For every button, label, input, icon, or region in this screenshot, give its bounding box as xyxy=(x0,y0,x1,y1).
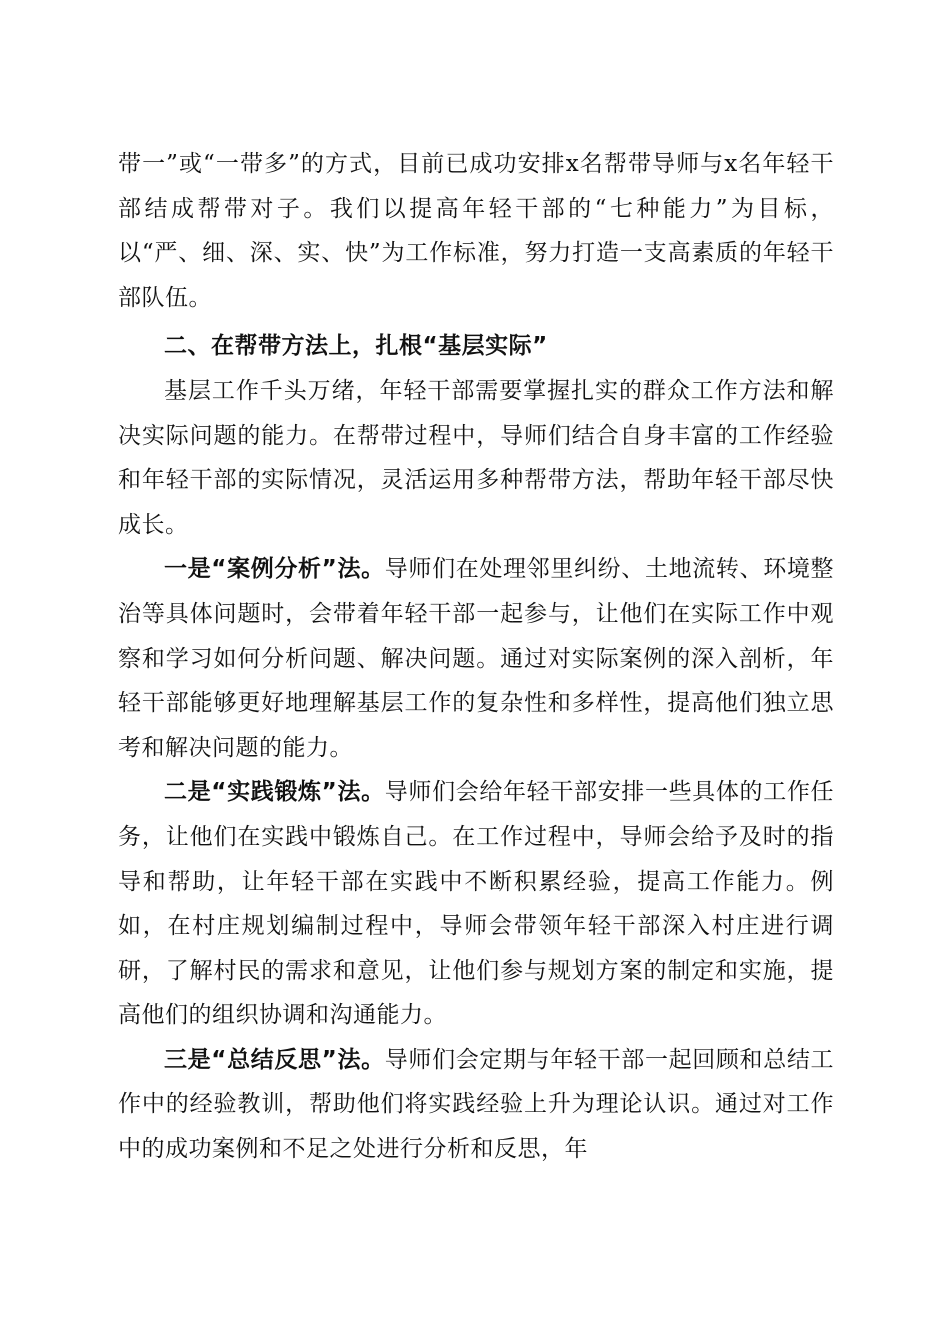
method-3-text: 导师们会定期与年轻干部一起回顾和总结工作中的经验教训，帮助他们将实践经验上升为理论认识。通过对工作中的成功案例和不足之处进行分析和反思，年 xyxy=(118,1046,835,1163)
paragraph-continuation: 带一”或“一带多”的方式，目前已成功安排x名帮带导师与x名年轻干部结成帮带对子。我们以提高年轻干部的“七种能力”为目标，以“严、细、深、实、快”为工作标准，努力打造一支高素质的年轻干部队伍。 xyxy=(118,151,834,311)
method-2-text: 导师们会给年轻干部安排一些具体的工作任务，让他们在实践中锻炼自己。在工作过程中，导师会给予及时的指导和帮助，让年轻干部在实践中不断积累经验，提高工作能力。例如，在村庄规划编制过程中，导师会带领年轻干部深入村庄进行调研，了解村民的需求和意见，让他们参与规划方案的制定和实施，提高他们的组织协调和沟通能力。 xyxy=(118,779,835,1029)
method-3-title: 三是“总结反思”法。 xyxy=(164,1046,385,1073)
section-heading: 二、在帮带方法上，扎根“基层实际” xyxy=(164,333,548,360)
paragraph-method-3 xyxy=(118,1038,834,1172)
paragraph-intro: 基层工作千头万绪，年轻干部需要掌握扎实的群众工作方法和解决实际问题的能力。在帮带过程中，导师们结合自身丰富的工作经验和年轻干部的实际情况，灵活运用多种帮带方法，帮助年轻干部尽快成长。 xyxy=(118,377,834,538)
method-2-title: 二是“实践锻炼”法。 xyxy=(164,779,385,806)
document-body xyxy=(118,142,834,1172)
paragraph-method-1 xyxy=(118,547,834,770)
method-1-title: 一是“案例分析”法。 xyxy=(164,556,385,583)
method-1-text: 导师们在处理邻里纠纷、土地流转、环境整治等具体问题时，会带着年轻干部一起参与，让他们在实际工作中观察和学习如何分析问题、解决问题。通过对实际案例的深入剖析，年轻干部能够更好地理解基层工作的复杂性和多样性，提高他们独立思考和解决问题的能力。 xyxy=(118,556,835,761)
paragraph-method-2 xyxy=(118,770,834,1038)
